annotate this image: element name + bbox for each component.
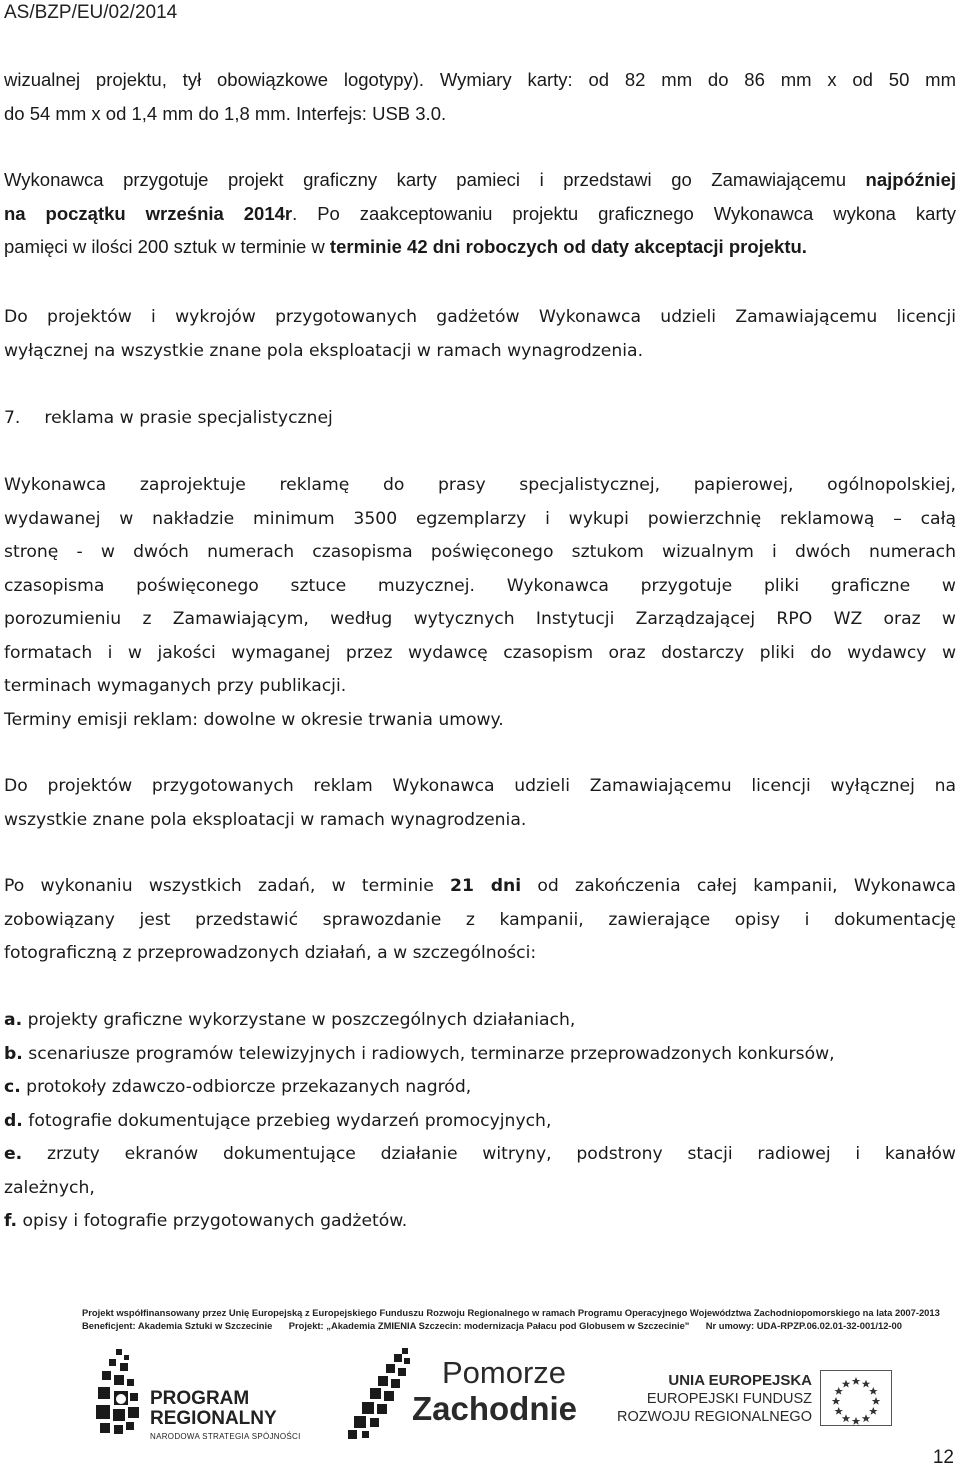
pomorze-line2: Zachodnie xyxy=(412,1390,578,1427)
program-regionalny-logo xyxy=(94,1345,324,1445)
text-line: wyłącznej na wszystkie znane pola eksploatacji w ramach wynagrodzenia. xyxy=(4,340,644,361)
text-line: wydawanej w nakładzie minimum 3500 egzemplarzy i wykupi powierzchnię reklamową – całą xyxy=(4,508,956,529)
footer-contract: Nr umowy: UDA-RPZP.06.02.01-32-001/12-00 xyxy=(705,1320,902,1331)
ue-line1: UNIA EUROPEJSKA xyxy=(668,1372,812,1389)
list-letter: e. xyxy=(4,1144,23,1164)
list-letter: b. xyxy=(4,1043,23,1064)
list-text: protokoły zdawczo-odbiorcze przekazanych nagród, xyxy=(20,1077,472,1097)
paragraph-report xyxy=(4,870,956,971)
list-item xyxy=(4,1205,956,1239)
program-line3: NARODOWA STRATEGIA SPÓJNOŚCI xyxy=(150,1432,301,1441)
text-line xyxy=(4,230,956,264)
program-regionalny-logo-icon xyxy=(94,1349,144,1441)
eu-flag-icon xyxy=(820,1370,892,1426)
paragraph-license-ads xyxy=(4,770,956,837)
text-line: Terminy emisji reklam: dowolne w okresie trwania umowy. xyxy=(4,709,504,730)
section-heading-line xyxy=(4,402,956,436)
list-item xyxy=(4,1105,956,1139)
footer-funding-text: Projekt współfinansowany przez Unię Europejską z Europejskiego Funduszu Rozwoju Regionalnego w ramach Programu Operacyjnego Województwa Zachodniopomorskiego na lata 2007-2013 xyxy=(82,1307,940,1318)
text-line: porozumieniu z Zamawiającym, według wytycznych Instytucji Zarządzającej RPO WZ oraz w xyxy=(4,609,956,629)
paragraph-press-ad xyxy=(4,469,956,737)
text-span: Wykonawca przygotuje projekt graficzny karty pamieci i przedstawi go Zamawiającemu xyxy=(4,169,866,190)
section-number: 7. xyxy=(4,408,21,428)
list-letter: a. xyxy=(4,1010,23,1030)
ue-text-block xyxy=(616,1372,812,1426)
text-line: Do projektów przygotowanych reklam Wykonawca udzieli Zamawiającemu licencji wyłącznej na xyxy=(4,776,956,796)
footer-row xyxy=(82,1319,902,1332)
text-line: Wykonawca zaprojektuje reklamę do prasy specjalistycznej, papierowej, ogólnopolskiej, xyxy=(4,475,956,495)
text-line: czasopisma poświęconego sztuce muzycznej. Wykonawca przygotuje pliki graficzne w xyxy=(4,575,956,596)
list-letter: c. xyxy=(4,1077,21,1097)
list-item xyxy=(4,1071,956,1105)
ue-line2: EUROPEJSKI FUNDUSZ xyxy=(646,1391,812,1407)
unia-europejska-logo xyxy=(616,1360,896,1446)
pomorze-zachodnie-logo-icon xyxy=(346,1348,418,1440)
text-line: Do projektów i wykrojów przygotowanych gadżetów Wykonawca udzieli Zamawiającemu licencji xyxy=(4,307,956,327)
text-line xyxy=(4,163,956,197)
list-text: fotografie dokumentujące przebieg wydarzeń promocyjnych, xyxy=(22,1110,552,1131)
program-line2: REGIONALNY xyxy=(150,1408,277,1429)
ue-line3: ROZWOJU REGIONALNEGO xyxy=(617,1409,812,1425)
paragraph-license-gadgets xyxy=(4,301,956,368)
text-line: zobowiązany jest przedstawić sprawozdanie z kampanii, zawierające opisy i dokumentację xyxy=(4,909,956,930)
document-reference: AS/BZP/EU/02/2014 xyxy=(4,2,178,23)
section-title: reklama w prasie specjalistycznej xyxy=(44,408,333,428)
text-span: pamięci w ilości 200 sztuk w terminie w xyxy=(4,236,330,257)
footer-row xyxy=(82,1306,940,1319)
page-number: 12 xyxy=(932,1447,954,1468)
list-text: zrzuty ekranów dokumentujące działanie witryny, podstrony stacji radiowej i kanałów xyxy=(22,1144,956,1164)
paragraph-card-dimensions xyxy=(4,63,956,130)
text-line xyxy=(4,870,956,904)
text-line: formatach i w jakości wymaganej przez wydawcę czasopism oraz dostarczy pliki do wydawcy w xyxy=(4,642,956,663)
list-text: projekty graficzne wykorzystane w poszczególnych działaniach, xyxy=(22,1010,576,1030)
paragraph-card-project xyxy=(4,163,956,264)
text-line: wszystkie znane pola eksploatacji w ramach wynagrodzenia. xyxy=(4,809,527,830)
text-span: od zakończenia całej kampanii, Wykonawca xyxy=(521,876,957,896)
report-items-list xyxy=(4,1004,956,1239)
list-text: scenariusze programów telewizyjnych i radiowych, terminarze przeprowadzonych konkursów, xyxy=(22,1043,835,1064)
footer-funding-info xyxy=(82,1306,940,1332)
footer-beneficiary: Beneficjent: Akademia Sztuki w Szczecinie xyxy=(82,1320,273,1331)
bold-text: na początku września 2014r xyxy=(4,202,293,224)
text-line: fotograficzną z przeprowadzonych działań, a w szczególności: xyxy=(4,943,537,963)
list-item xyxy=(4,1004,956,1038)
footer-project: Projekt: „Akademia ZMIENIA Szczecin: modernizacja Pałacu pod Globusem w Szczecinie" xyxy=(288,1320,690,1331)
bold-text: 21 dni xyxy=(450,876,522,896)
list-letter: d. xyxy=(4,1110,23,1131)
bold-text: terminie 42 dni roboczych od daty akceptacji projektu. xyxy=(329,236,807,257)
text-line: stronę - w dwóch numerach czasopisma poświęconego sztukom wizualnym i dwóch numerach xyxy=(4,542,956,562)
list-letter: f. xyxy=(4,1211,18,1231)
text-line: do 54 mm x od 1,4 mm do 1,8 mm. Interfejs: USB 3.0. xyxy=(4,102,447,124)
list-item-continuation: zależnych, xyxy=(4,1177,95,1198)
pomorze-zachodnie-logo xyxy=(346,1348,586,1444)
text-line: terminach wymaganych przy publikacji. xyxy=(4,676,347,696)
bold-text: najpóźniej xyxy=(865,169,956,190)
pomorze-line1: Pomorze xyxy=(442,1355,567,1390)
list-item xyxy=(4,1038,956,1072)
program-line1: PROGRAM xyxy=(150,1388,250,1409)
list-item xyxy=(4,1138,956,1172)
text-span: Po wykonaniu wszystkich zadań, w terminie xyxy=(4,876,451,896)
text-line: wizualnej projektu, tył obowiązkowe logotypy). Wymiary karty: od 82 mm do 86 mm x od 50 mm xyxy=(4,69,956,90)
text-span: . Po zaakceptowaniu projektu graficznego Wykonawca wykona karty xyxy=(292,202,956,224)
list-text: opisy i fotografie przygotowanych gadżetów. xyxy=(17,1211,408,1231)
text-line xyxy=(4,197,956,231)
section-heading xyxy=(4,402,956,436)
